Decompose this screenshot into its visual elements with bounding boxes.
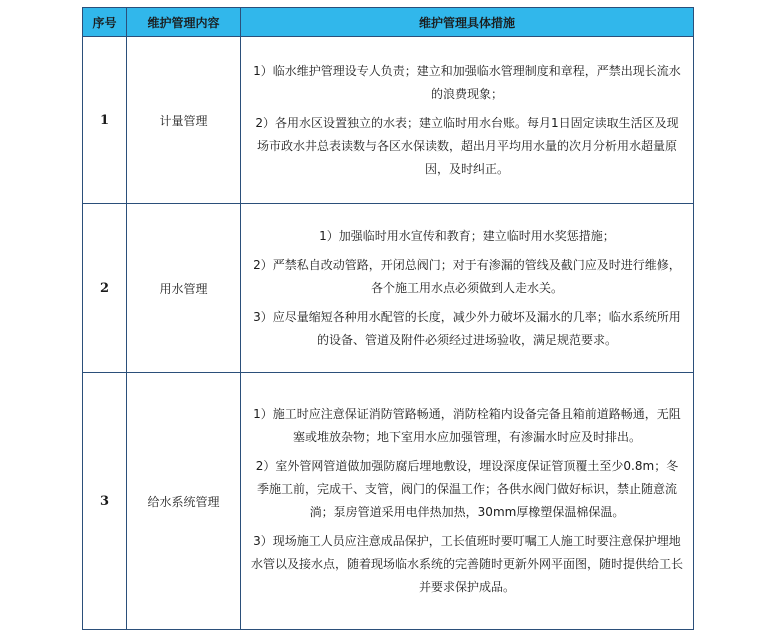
- header-no: 序号: [83, 8, 127, 37]
- measure-paragraph: 3）现场施工人员应注意成品保护，工长值班时要叮嘱工人施工时要注意保护埋地水管以及接水点，随着现场临水系统的完善随时更新外网平面图，随时提供给工长并要求保护成品。: [251, 534, 684, 594]
- table-header-row: [83, 8, 694, 37]
- measure-paragraph: 2）室外管网管道做加强防腐后埋地敷设，埋设深度保证管顶覆土至少0.8m；冬季施工前，完成干、支管，阀门的保温工作；各供水阀门做好标识，禁止随意流淌；泵房管道采用电伴热加热，30mm厚橡塑保温棉保温。: [255, 459, 679, 519]
- row-measures: [241, 37, 694, 204]
- measure-paragraph: 1）加强临时用水宣传和教育；建立临时用水奖惩措施；: [319, 228, 615, 243]
- measure-paragraph: 1）施工时应注意保证消防管路畅通，消防栓箱内设备完备且箱前道路畅通，无阻塞或堆放杂物；地下室用水应加强管理，有渗漏水时应及时排出。: [253, 407, 681, 444]
- water-management-table: [82, 7, 694, 630]
- row-content: 用水管理: [127, 204, 241, 373]
- row-number: 3: [83, 373, 127, 630]
- measure-paragraph: 2）各用水区设置独立的水表；建立临时用水台账。每月1日固定读取生活区及现场市政水井总表读数与各区水保读数，超出月平均用水量的次月分析用水超量原因，及时纠正。: [255, 115, 679, 176]
- row-measures: [241, 373, 694, 630]
- row-number: 1: [83, 37, 127, 204]
- table-row: [83, 204, 694, 373]
- table-row: [83, 373, 694, 630]
- measure-paragraph: 2）严禁私自改动管路，开闭总阀门；对于有渗漏的管线及截门应及时进行维修，各个施工用水点必须做到人走水关。: [253, 257, 681, 295]
- row-number: 2: [83, 204, 127, 373]
- table-row: [83, 37, 694, 204]
- header-measures: 维护管理具体措施: [241, 8, 694, 37]
- row-content: 计量管理: [127, 37, 241, 204]
- measure-paragraph: 3）应尽量缩短各种用水配管的长度，减少外力破坏及漏水的几率；临水系统所用的设备、管道及附件必须经过进场验收，满足规范要求。: [253, 309, 681, 347]
- row-content: 给水系统管理: [127, 373, 241, 630]
- measure-paragraph: 1）临水维护管理设专人负责；建立和加强临水管理制度和章程，严禁出现长流水的浪费现象；: [253, 63, 681, 101]
- header-content: 维护管理内容: [127, 8, 241, 37]
- row-measures: [241, 204, 694, 373]
